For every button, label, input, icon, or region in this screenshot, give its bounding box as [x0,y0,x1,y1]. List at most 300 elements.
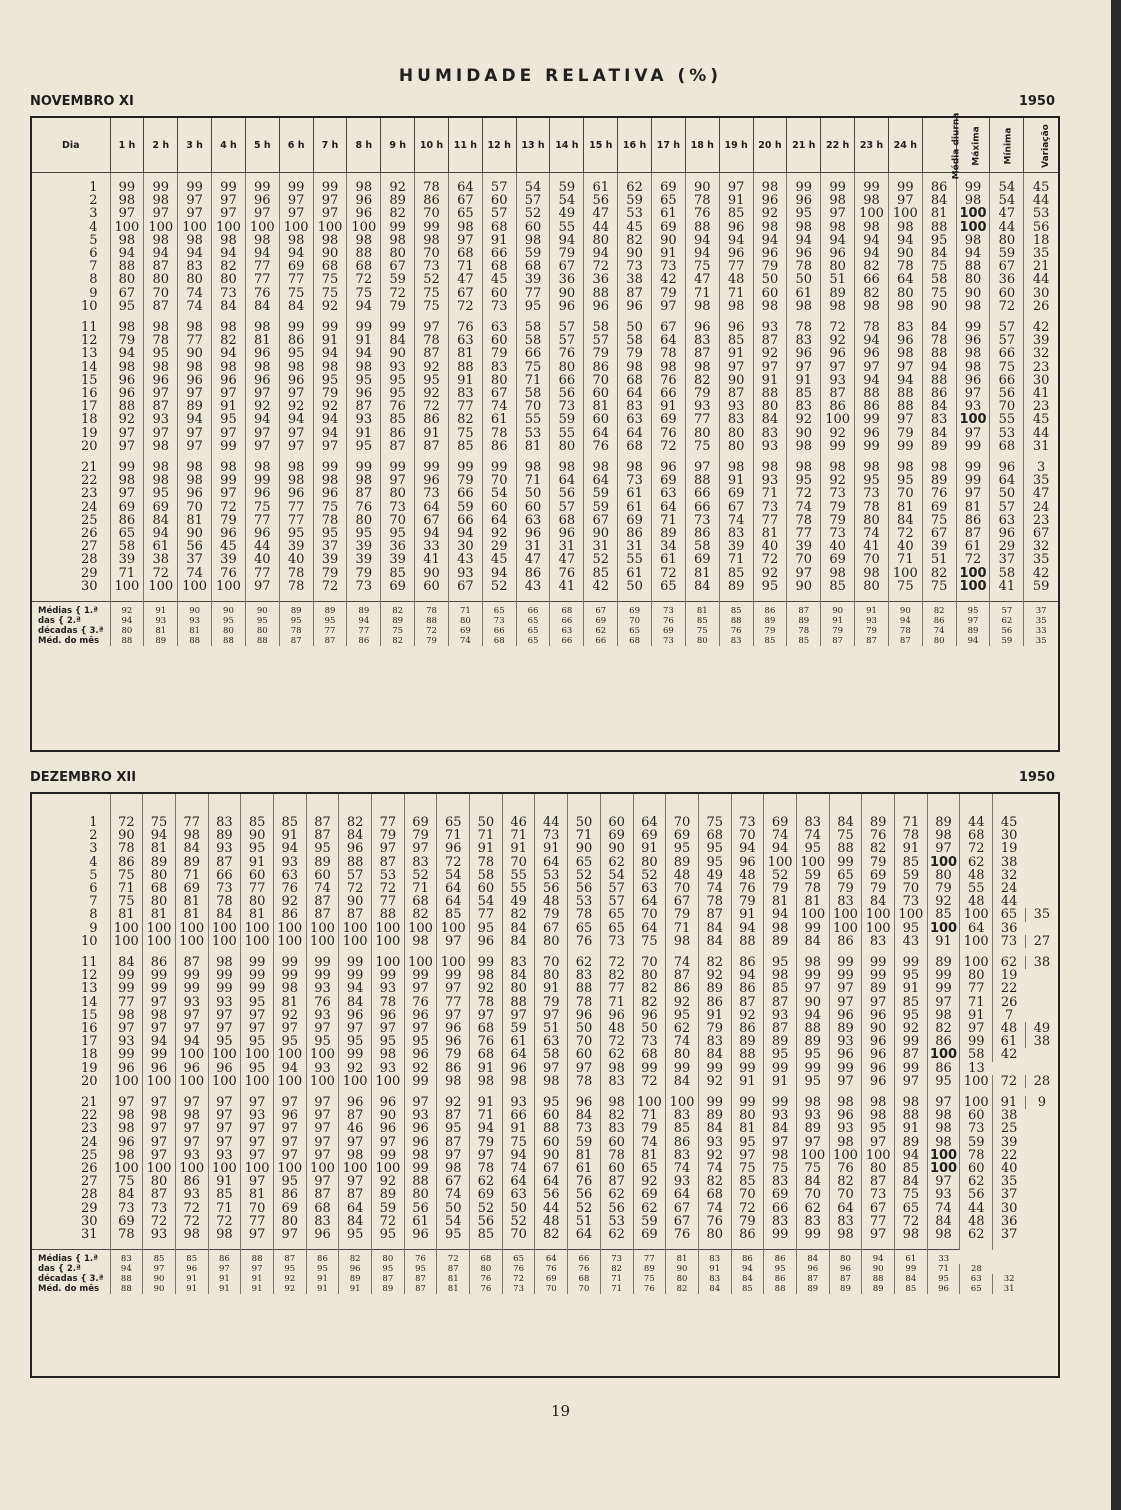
table-cell: 86 [922,387,956,400]
table-cell: 87 [437,1136,470,1149]
table-cell: 82 [855,287,889,300]
table-cell: 92 [895,1022,928,1035]
table-cell: 72 [372,882,405,895]
table-cell: 93 [372,1062,405,1075]
table-cell: 74 [796,829,829,842]
table-cell: 83 [685,334,719,347]
table-cell: 97 [956,427,990,440]
table-cell: 67 [922,527,956,540]
table-cell: 75 [143,816,176,829]
table-cell: 94 [212,247,246,260]
table-cell: 74 [633,1136,666,1149]
table-cell: 60 [482,334,516,347]
table-cell: 60 [516,501,550,514]
table-cell: 65 [600,922,633,935]
table-cell: 80 [719,440,753,453]
average-cell: 75 [685,626,719,636]
average-row [32,626,1058,636]
table-cell: 44 [1032,272,1050,288]
table-cell: 99 [633,1062,666,1075]
table-cell: 89 [862,982,895,995]
table-cell: 11 [32,956,110,969]
table-cell: 56 [550,387,584,400]
table-cell: 78 [787,260,821,273]
table-cell: 90 [313,247,347,260]
table-cell: 81 [175,908,208,921]
table-cell: 5 [32,869,110,882]
table-cell: 71 [888,553,922,566]
table-cell: 78 [922,334,956,347]
table-cell: 54 [470,895,503,908]
table-cell: 70 [895,882,928,895]
average-cell: 68 [618,636,652,646]
table-cell: 78 [787,514,821,527]
table-cell: 6 [32,882,110,895]
table-cell: 59 [516,247,550,260]
average-cell: 86 [764,1250,797,1265]
table-row [32,501,1058,514]
table-cell: 70 [415,207,449,220]
table-cell: 100 [829,922,862,935]
table-cell: 94 [313,427,347,440]
table-cell: 98 [144,440,178,453]
table-cell: 97 [212,207,246,220]
table-cell: 88 [731,1048,764,1061]
table-cell: 18 [1032,232,1050,248]
table-cell: 61 [993,1035,1026,1048]
table-cell: 97 [273,1149,306,1162]
table-cell: 97 [143,1122,176,1135]
table-cell: 79 [821,501,855,514]
table-cell: 95 [753,580,787,593]
table-cell: 95 [415,374,449,387]
table-cell: 100 [927,856,960,869]
table-cell: 99 [956,461,990,474]
average-cell: 82 [922,602,956,617]
table-cell: 21 [32,461,110,474]
table-cell: 99 [927,982,960,995]
table-cell: 92 [110,413,144,426]
table-cell: 97 [787,567,821,580]
table-cell: 91 [731,908,764,921]
table-cell: 86 [855,400,889,413]
table-cell: 69 [144,501,178,514]
table-cell: 99 [143,982,176,995]
table-cell: 77 [960,982,993,995]
table-cell: 71 [516,374,550,387]
table-cell: 61 [618,501,652,514]
table-cell: 98 [516,234,550,247]
table-cell: 79 [535,908,568,921]
table-cell: 72 [895,1215,928,1228]
table-cell: 99 [895,1062,928,1075]
table-cell: 65 [600,908,633,921]
average-cell: 72 [415,626,449,636]
average-cell: 66 [550,616,584,626]
table-cell: 97 [862,1228,895,1241]
table-cell: 81 [143,908,176,921]
table-cell: 99 [212,181,246,194]
average-cell: 95 [212,616,246,626]
table-cell: 97 [178,440,212,453]
table-cell: 85 [241,816,274,829]
table-cell: 98 [448,221,482,234]
table-cell: 77 [719,260,753,273]
table-cell: 32 [1032,539,1050,555]
average-cell: 37 [1024,602,1058,617]
table-cell: 57 [550,501,584,514]
table-cell: 98 [956,300,990,313]
table-cell: 88 [568,982,601,995]
table-cell: 96 [404,1122,437,1135]
table-cell: 69 [404,816,437,829]
table-cell: 83 [922,413,956,426]
table-cell: 52 [764,869,797,882]
table-cell: 98 [208,956,241,969]
table-cell: 70 [633,908,666,921]
table-cell: 71 [753,487,787,500]
table-cell: 48 [960,895,993,908]
table-cell: 80 [381,247,415,260]
table-cell: 96 [245,374,279,387]
average-cell: 85 [787,636,821,646]
table-cell: 76 [922,487,956,500]
table-cell: 53 [535,869,568,882]
table-cell: 43 [448,553,482,566]
table-cell: 96 [516,527,550,540]
table-cell: 17 [32,1035,110,1048]
average-cell: 74 [448,636,482,646]
table-cell: 31 [1032,438,1050,454]
table-cell: 98 [212,234,246,247]
table-cell: 83 [698,1035,731,1048]
table-cell: 39 [381,553,415,566]
table-cell: 20 [32,1075,110,1088]
table-row [32,221,1058,234]
table-cell: 97 [241,1175,274,1188]
table-cell: 78 [372,996,405,1009]
table-cell: 31 [584,540,618,553]
table-cell: 44 [960,816,993,829]
table-cell: 66 [764,1202,797,1215]
average-row [32,1250,1058,1265]
table-cell: 93 [502,1096,535,1109]
table-cell: 100 [110,935,143,948]
table-cell: 92 [698,1075,731,1088]
november-label: NOVEMBRO XI [30,94,134,109]
average-cell: 86 [347,636,381,646]
table-cell: 99 [796,922,829,935]
average-cell: 84 [895,1274,928,1284]
table-cell: 84 [796,935,829,948]
table-cell: 97 [862,1136,895,1149]
table-cell: 89 [306,856,339,869]
table-cell: 97 [306,1122,339,1135]
average-cell: 91 [241,1284,274,1294]
table-cell: 100 [821,413,855,426]
table-cell: 47 [1032,486,1050,502]
table-cell: 86 [279,334,313,347]
table-cell: 96 [956,374,990,387]
table-cell: 97 [178,427,212,440]
table-cell: 62 [666,1022,699,1035]
table-cell: 74 [764,829,797,842]
table-cell: 99 [796,969,829,982]
table-cell: 94 [685,234,719,247]
table-cell: 96 [372,1096,405,1109]
table-cell: 100 [960,935,993,948]
average-cell: 66 [516,602,550,617]
table-cell: 85 [719,207,753,220]
average-cell: 90 [862,1264,895,1274]
table-cell: 73 [633,1035,666,1048]
table-cell: 96 [347,194,381,207]
table-cell: 72 [652,567,686,580]
table-cell: 72 [990,300,1024,313]
average-cell: 70 [618,616,652,626]
average-cell: 88 [110,636,144,646]
table-cell: 91 [993,1096,1026,1109]
table-row [32,922,1058,935]
table-cell: 79 [372,829,405,842]
table-cell: 89 [143,856,176,869]
table-cell: 84 [339,996,372,1009]
table-cell: 94 [584,247,618,260]
table-cell: 93 [927,1188,960,1201]
table-cell: 98 [753,221,787,234]
table-cell: 60 [482,194,516,207]
table-cell: 96 [829,1009,862,1022]
table-cell: 97 [404,982,437,995]
average-cell: 33 [1035,626,1047,637]
table-cell: 84 [502,922,535,935]
table-cell: 95 [110,300,144,313]
table-cell: 97 [175,1096,208,1109]
table-cell: 82 [404,908,437,921]
average-cell: 63 [960,1274,993,1284]
table-cell: 95 [381,527,415,540]
table-cell: 85 [381,567,415,580]
table-cell: 19 [32,1062,110,1075]
table-cell: 44 [245,540,279,553]
table-cell: 50 [990,487,1024,500]
table-cell: 84 [796,1175,829,1188]
table-cell: 15 [32,374,110,387]
table-cell: 79 [862,856,895,869]
average-cell: 91 [306,1284,339,1294]
table-cell: 70 [829,1188,862,1201]
average-cell: 62 [584,626,618,636]
table-cell: 35 [1000,1174,1018,1190]
table-cell: 96 [347,387,381,400]
table-cell: 100 [862,922,895,935]
table-cell: 95 [241,842,274,855]
table-cell: 49 [502,895,535,908]
table-cell: 94 [764,908,797,921]
table-cell: 98 [719,300,753,313]
table-cell: 60 [516,221,550,234]
table-cell: 28 [32,553,110,566]
table-cell: 99 [821,181,855,194]
table-cell: 70 [535,956,568,969]
table-cell: 97 [143,1096,176,1109]
table-cell: 52 [470,1202,503,1215]
average-cell: 80 [372,1250,405,1265]
table-row [32,273,1058,286]
average-cell: 97 [143,1264,176,1274]
table-cell: 90 [796,996,829,1009]
average-row [32,616,1058,626]
average-cell: 85 [895,1284,928,1294]
table-cell: 97 [956,487,990,500]
average-cell: 93 [178,616,212,626]
table-cell: 100 [241,922,274,935]
table-cell: 93 [956,400,990,413]
table-cell: 62 [618,181,652,194]
average-cell: 94 [110,1264,143,1274]
average-cell: 57 [990,602,1024,617]
table-cell: 95 [666,1009,699,1022]
table-cell: 98 [829,1136,862,1149]
table-cell: 73 [568,1122,601,1135]
table-cell: 73 [618,260,652,273]
table-cell: 94 [895,1149,928,1162]
table-cell: 39 [787,540,821,553]
table-cell: 12 [32,969,110,982]
average-cell: 95 [764,1264,797,1274]
table-cell: 73 [110,1202,143,1215]
table-cell: 93 [347,413,381,426]
table-cell: 63 [516,514,550,527]
table-cell: 97 [245,427,279,440]
average-cell: 80 [685,636,719,646]
table-cell: 97 [339,1136,372,1149]
table-cell: 67 [110,287,144,300]
table-cell: 79 [685,387,719,400]
table-cell: 76 [698,1215,731,1228]
table-cell: 39 [1000,1134,1018,1150]
table-cell: 79 [313,387,347,400]
average-cell: 79 [855,626,889,636]
table-cell: 26 [32,527,110,540]
table-cell: 98 [753,300,787,313]
table-cell: 14 [32,361,110,374]
table-row [32,567,1058,580]
table-cell: 50 [633,1022,666,1035]
average-cell: 73 [600,1250,633,1265]
table-cell: 75 [279,287,313,300]
table-cell: 96 [404,1136,437,1149]
table-cell: 99 [381,221,415,234]
table-cell: 81 [584,400,618,413]
table-cell: 61 [956,540,990,553]
table-cell: 94 [821,234,855,247]
table-cell: 99 [208,969,241,982]
column-header: Mínima [990,118,1024,173]
average-cell: 94 [888,616,922,626]
table-cell: 64 [448,181,482,194]
average-cell: 88 [241,1250,274,1265]
table-cell: 98 [600,1062,633,1075]
table-cell: 98 [652,361,686,374]
table-cell: 17 [32,400,110,413]
table-cell: 93 [685,400,719,413]
table-cell: 68 [698,1188,731,1201]
table-cell: 100 [372,1162,405,1175]
table-cell: 99 [927,969,960,982]
average-cell: 73 [652,602,686,617]
table-cell: 84 [144,514,178,527]
table-cell: 74 [698,1202,731,1215]
table-cell: 59 [550,181,584,194]
table-cell: 56 [178,540,212,553]
table-cell: 96 [143,1062,176,1075]
table-cell: 96 [110,1136,143,1149]
average-cell: 91 [339,1284,372,1294]
table-cell: 14 [32,996,110,1009]
table-cell: 97 [208,1136,241,1149]
table-cell: 100 [110,922,143,935]
table-cell: 92 [731,1009,764,1022]
table-cell: 96 [652,461,686,474]
table-cell: 100 [956,580,990,593]
table-cell: 82 [633,996,666,1009]
table-cell: 95 [306,842,339,855]
table-cell: 90 [110,829,143,842]
average-cell: 87 [796,1274,829,1284]
table-cell: 87 [821,387,855,400]
table-cell: 38 [1000,1108,1018,1124]
table-row [32,1048,1058,1061]
table-cell: 91 [753,374,787,387]
table-cell: 98 [796,1096,829,1109]
table-cell: 99 [956,440,990,453]
average-cell: 90 [143,1274,176,1284]
table-cell: 97 [719,361,753,374]
table-cell: 99 [175,982,208,995]
table-cell: 63 [633,882,666,895]
column-header: 16 h [618,118,652,173]
table-cell: 40 [279,553,313,566]
table-cell: 85 [470,1228,503,1241]
table-cell: 76 [652,374,686,387]
table-cell: 90 [956,287,990,300]
table-cell: 67 [1032,526,1050,542]
table-cell: 99 [415,461,449,474]
average-cell: décadas { 3.ª [32,626,110,636]
table-cell: 100 [306,1162,339,1175]
table-cell: 84 [245,300,279,313]
table-cell: 92 [372,1175,405,1188]
table-cell: 99 [339,969,372,982]
table-cell: 64 [666,1188,699,1201]
table-cell: 96 [372,1009,405,1022]
table-cell: 85 [731,1175,764,1188]
table-row [32,1136,1058,1149]
table-cell: 74 [437,1188,470,1201]
table-cell: 84 [698,935,731,948]
table-cell: 87 [685,347,719,360]
table-cell: 65 [568,856,601,869]
table-cell: 96 [787,194,821,207]
table-cell: 87 [306,908,339,921]
column-header: 3 h [178,118,212,173]
table-cell: 93 [208,1149,241,1162]
table-cell: 73 [855,487,889,500]
table-cell: 89 [178,400,212,413]
table-cell: 77 [279,273,313,286]
table-cell: 78 [960,1149,993,1162]
